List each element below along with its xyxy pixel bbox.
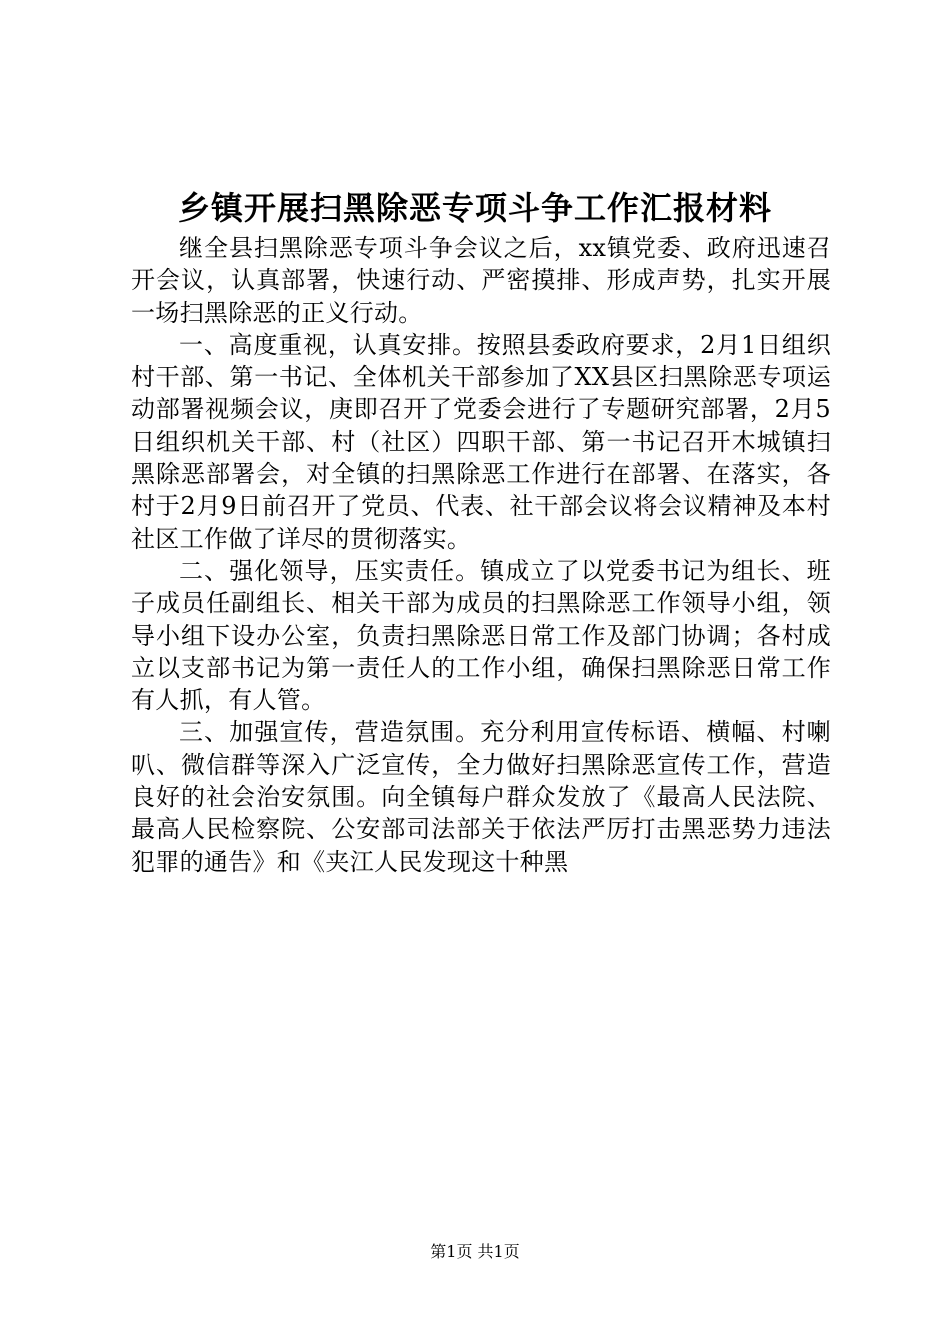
paragraph-intro: 继全县扫黑除恶专项斗争会议之后，xx镇党委、政府迅速召开会议，认真部署，快速行动、严密摸排、形成声势，扎实开展一场扫黑除恶的正义行动。 bbox=[131, 234, 831, 327]
document-title: 乡镇开展扫黑除恶专项斗争工作汇报材料 bbox=[177, 189, 772, 227]
paragraph-section-1: 一、高度重视，认真安排。按照县委政府要求，2月1日组织村干部、第一书记、全体机关干部参加了XX县区扫黑除恶专项运动部署视频会议，庚即召开了党委会进行了专题研究部署，2月5日组织机关干部、村（社区）四职干部、第一书记召开木城镇扫黑除恶部署会，对全镇的扫黑除恶工作进行在部署、在落实，各村于2月9日前召开了党员、代表、社干部会议将会议精神及本村社区工作做了详尽的贯彻落实。 bbox=[131, 330, 831, 553]
paragraph-section-3: 三、加强宣传，营造氛围。充分利用宣传标语、横幅、村喇叭、微信群等深入广泛宣传，全力做好扫黑除恶宣传工作，营造良好的社会治安氛围。向全镇每户群众发放了《最高人民法院、最高人民检察院、公安部司法部关于依法严厉打击黑恶势力违法犯罪的通告》和《夹江人民发现这十种黑 bbox=[131, 718, 831, 876]
document-body bbox=[131, 232, 831, 878]
page-footer: 第1页 共1页 bbox=[430, 1242, 520, 1261]
paragraph-section-2: 二、强化领导，压实责任。镇成立了以党委书记为组长、班子成员任副组长、相关干部为成员的扫黑除恶工作领导小组，领导小组下设办公室，负责扫黑除恶日常工作及部门协调；各村成立以支部书记为第一责任人的工作小组，确保扫黑除恶日常工作有人抓，有人管。 bbox=[131, 556, 831, 715]
